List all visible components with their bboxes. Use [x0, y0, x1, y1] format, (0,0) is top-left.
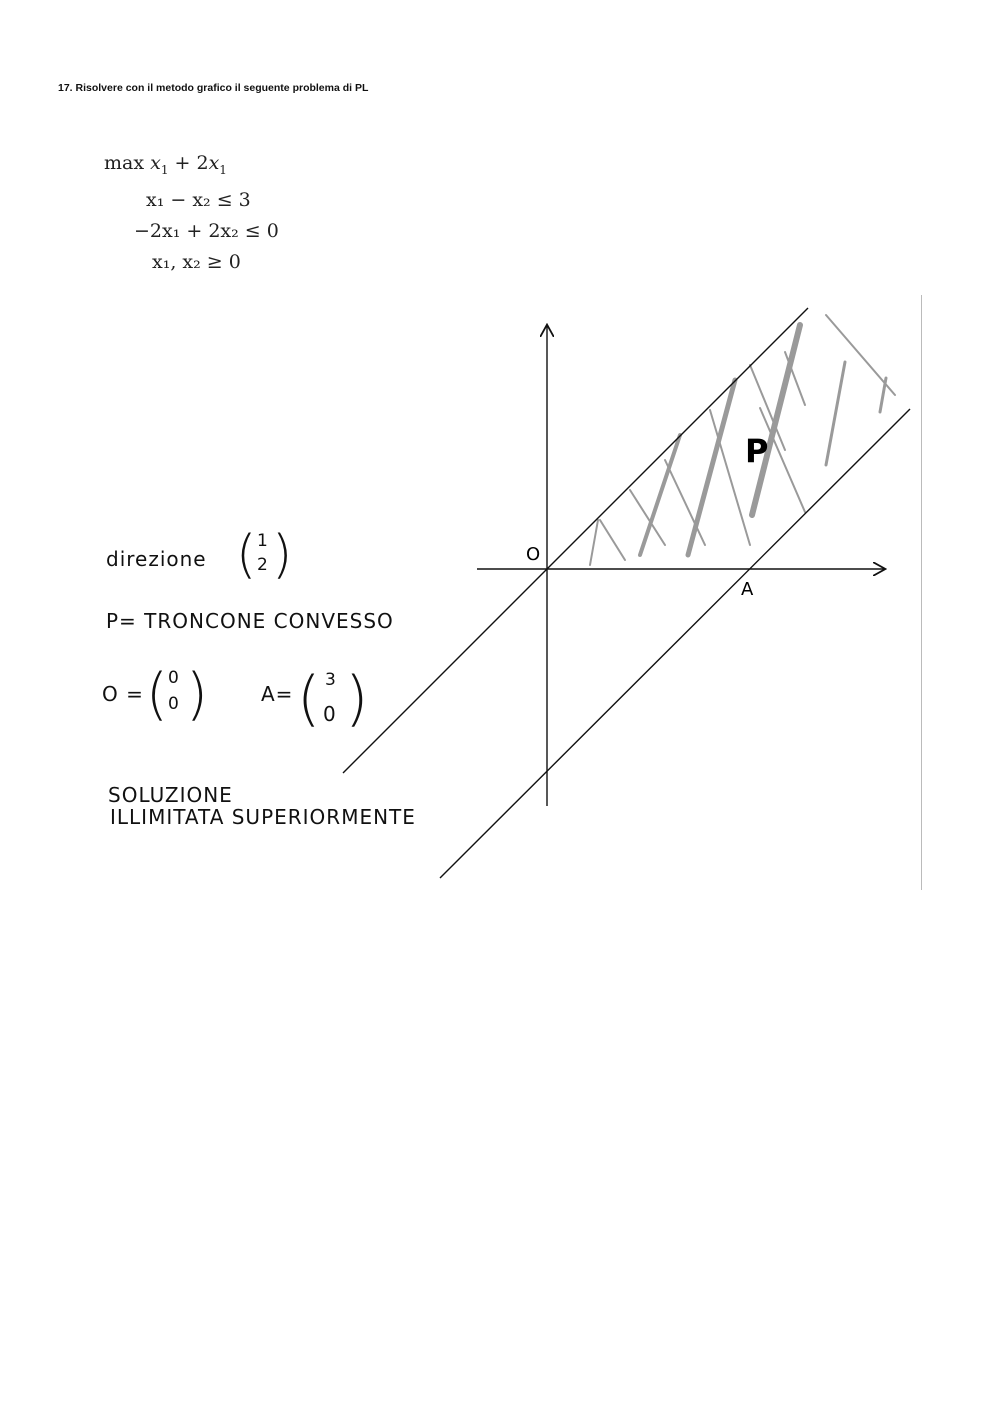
point-a-x: 3 — [325, 670, 337, 690]
point-a-label-note: A= — [261, 682, 294, 706]
constraint-1: x₁ − x₂ ≤ 3 — [146, 189, 251, 211]
region-description: P= TRONCONE CONVESSO — [106, 609, 394, 633]
point-o-vector: O = ( 0 0 ) — [102, 662, 209, 727]
direction-label: direzione — [106, 547, 207, 571]
direction-x: 1 — [257, 531, 269, 551]
point-o-x: 0 — [168, 668, 180, 688]
constraint-3: x₁, x₂ ≥ 0 — [152, 251, 241, 273]
direction-vector: ( — [236, 525, 258, 585]
point-a-vector: A= ( 3 0 ) — [261, 664, 370, 734]
solution-line-1: SOLUZIONE — [108, 783, 233, 807]
objective-function: $\max x_1 + 2x_1$ — [104, 152, 227, 177]
point-o-y: 0 — [168, 694, 180, 714]
solution-line-2: ILLIMITATA SUPERIORMENTE — [110, 805, 416, 829]
problem-title: 17. Risolvere con il metodo grafico il seguente problema di PL — [58, 82, 369, 94]
objective-prefix: max — [104, 152, 145, 174]
constraint-line-x1-eq-x2 — [343, 308, 808, 773]
point-a-y: 0 — [323, 702, 337, 726]
region-p-label: P — [745, 432, 769, 470]
feasible-region-hatching — [590, 315, 895, 565]
point-o-label: O = — [102, 682, 144, 706]
point-a-label: A — [741, 579, 754, 600]
origin-label: O — [526, 544, 541, 565]
direction-y: 2 — [257, 555, 269, 575]
constraint-2: −2x₁ + 2x₂ ≤ 0 — [134, 220, 279, 242]
